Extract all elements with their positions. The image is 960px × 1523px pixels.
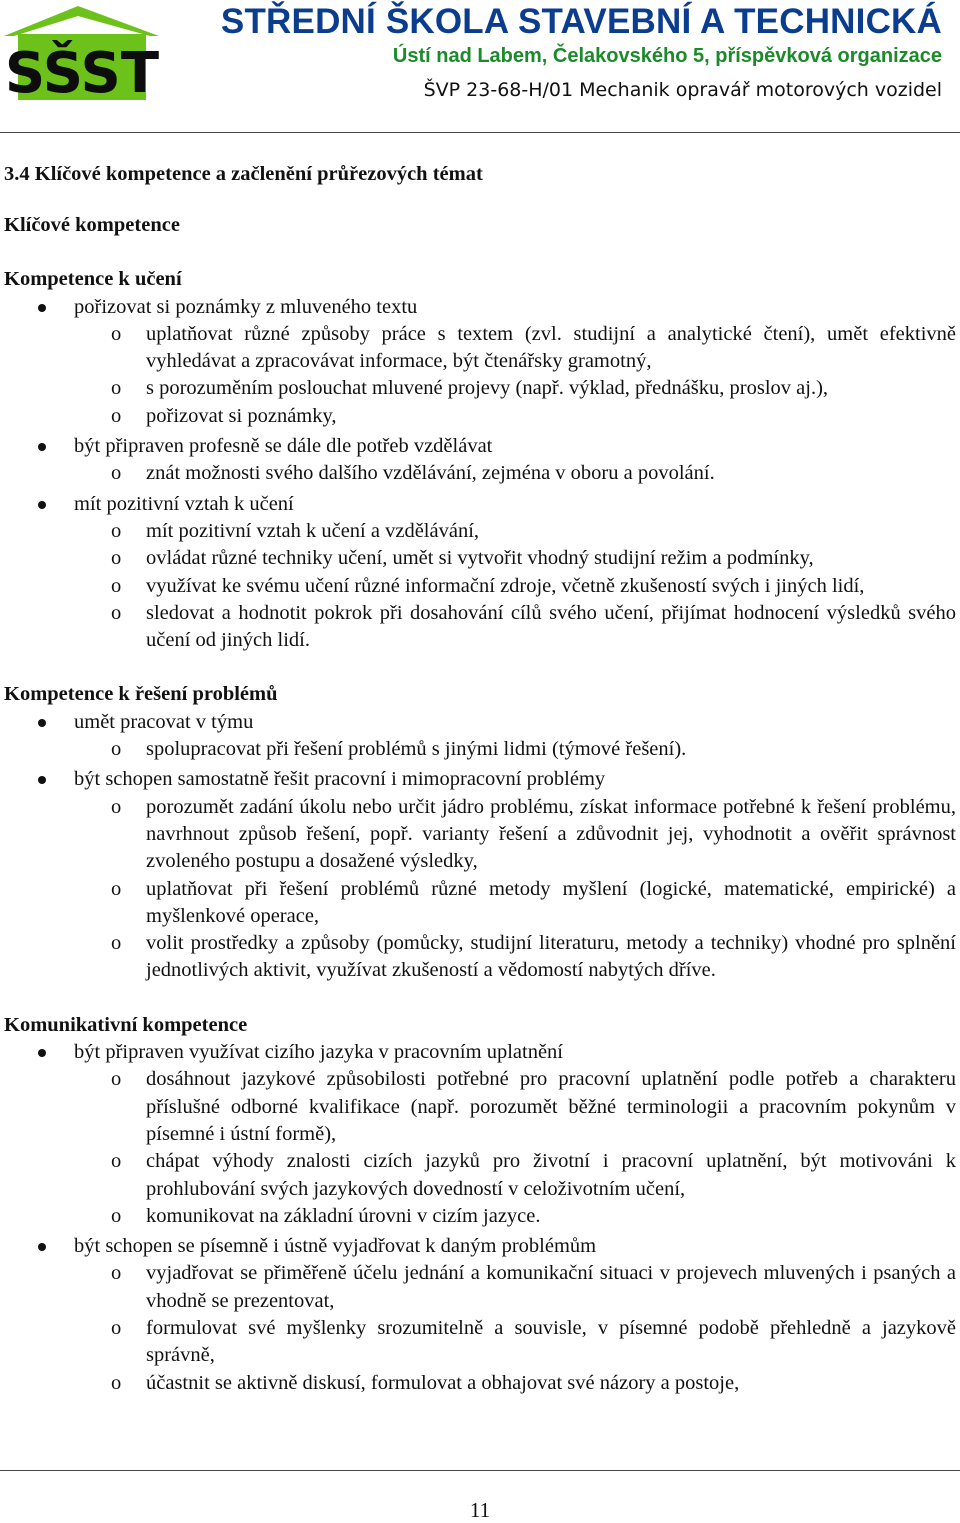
sub-item-text: uplatňovat při řešení problémů různé metody myšlení (logické, matematické, empirické) a myšlenkové operace, [146,877,956,927]
sub-item-text: vyjadřovat se přiměřeně účelu jednání a komunikační situaci v projevech mluvených i psaných a vhodně se prezentovat, [146,1262,956,1312]
sub-item [4,876,956,931]
sub-item [4,403,956,430]
sub-item-text: spolupracovat při řešení problémů s jinými lidmi (týmové řešení). [146,738,687,761]
school-logo [4,4,159,102]
sub-item [4,518,956,545]
school-name: STŘEDNÍ ŠKOLA STAVEBNÍ A TECHNICKÁ [220,2,942,41]
sub-item [4,1203,956,1230]
sub-item-text: znát možnosti svého dalšího vzdělávání, zejména v oboru a povolání. [146,462,715,485]
sub-item [4,321,956,376]
bullet-item: být schopen se písemně i ústně vyjadřovat k daným problémům [4,1233,956,1260]
bullet-item: být připraven profesně se dále dle potřeb vzdělávat [4,433,956,460]
bullet-item: mít pozitivní vztah k učení [4,491,956,518]
sub-item [4,794,956,876]
bullet-item: být schopen samostatně řešit pracovní i mimopracovní problémy [4,766,956,793]
sub-bullet-marker: o [111,1204,122,1227]
sub-item-text: komunikovat na základní úrovni v cizím jazyce. [146,1204,541,1227]
sub-item-text: chápat výhody znalosti cizích jazyků pro životní i pracovní uplatnění, být motivováni k prohlubování svých jazykových dovedností v celoživotním učení, [146,1150,956,1200]
sub-item-text: pořizovat si poznámky, [146,404,337,427]
sub-item [4,1066,956,1148]
sub-bullet-marker: o [111,738,122,761]
section-title: 3.4 Klíčové kompetence a začlenění průřezových témat [4,163,483,185]
sub-bullet-marker: o [111,1262,122,1285]
sub-item-text: dosáhnout jazykové způsobilosti potřebné pro pracovní uplatnění podle potřeb a charakteru příslušné odborné kvalifikace (např. porozumět běžné terminologii a pracovním pokynům v písemné i ústní formě), [146,1068,956,1145]
sub-item [4,460,956,487]
competence-group [4,681,956,984]
sub-item-text: účastnit se aktivně diskusí, formulovat a obhajovat své názory a postoje, [146,1371,740,1394]
sub-bullet-marker: o [111,547,122,570]
subtitle: Klíčové kompetence [4,214,180,236]
sub-item [4,573,956,600]
sub-bullet-marker: o [111,601,122,624]
school-address: Ústí nad Labem, Čelakovského 5, příspěvková organizace [392,45,942,67]
bullet-item: pořizovat si poznámky z mluveného textu [4,294,956,321]
competence-group [4,266,956,654]
school-header [221,2,942,108]
sub-bullet-marker: o [111,322,122,345]
sub-item-text: mít pozitivní vztah k učení a vzdělávání, [146,519,480,542]
school-logo-graphic [4,4,159,102]
sub-bullet-marker: o [111,1068,122,1091]
page-number: 11 [469,1498,491,1522]
sub-item-text: ovládat různé techniky učení, umět si vytvořit vhodný studijní režim a podmínky, [146,547,814,570]
sub-bullet-marker: o [111,574,122,597]
document-body [4,158,956,1424]
footer-divider [0,1470,960,1471]
sub-bullet-marker: o [111,1371,122,1394]
sub-item [4,930,956,985]
sub-bullet-marker: o [111,932,122,955]
sub-bullet-marker: o [111,795,122,818]
competence-group [4,1012,956,1397]
sub-bullet-marker: o [111,404,122,427]
sub-item-text: formulovat své myšlenky srozumitelně a souvisle, v písemné podobě přehledně a jazykově správně, [146,1316,956,1367]
sub-item-text: volit prostředky a způsoby (pomůcky, studijní literaturu, metody a techniky) vhodné pro splnění jednotlivých aktivit, využívat zkušeností a vědomostí nabytých dříve. [146,932,956,982]
sub-item-text: sledovat a hodnotit pokrok při dosahování cílů svého učení, přijímat hodnocení výsledků svého učení od jiných lidí. [146,601,956,652]
sub-item-text: s porozuměním poslouchat mluvené projevy (např. výklad, přednášku, proslov aj.), [146,377,829,400]
sub-item [4,1315,956,1370]
bullet-item: být připraven využívat cizího jazyka v pracovním uplatnění [4,1039,956,1066]
logo-lettering: SŠST [4,41,159,102]
sub-item-text: uplatňovat různé způsoby práce s textem (zvl. studijní a analytické čtení), umět efektivně vyhledávat a zpracovávat informace, být čtenářsky gramotný, [146,322,956,373]
header-divider [0,132,960,133]
competence-groups [4,266,956,1397]
sub-item [4,600,956,655]
sub-bullet-marker: o [111,377,122,400]
group-heading: Komunikativní kompetence [4,1013,248,1036]
sub-bullet-marker: o [111,519,122,542]
sub-item [4,1148,956,1203]
sub-item-text: porozumět zadání úkolu nebo určit jádro problému, získat informace potřebné k řešení problému, navrhnout způsob řešení, popř. varianty řešení a zdůvodnit jej, vyhodnotit a ověřit správnost zvoleného postupu a dosažené výsledky, [146,795,956,873]
sub-item [4,375,956,402]
group-heading: Kompetence k učení [4,268,182,291]
sub-bullet-marker: o [111,877,122,900]
sub-bullet-marker: o [111,462,122,485]
program-code: ŠVP 23-68-H/01 Mechanik opravář motorových vozidel [423,79,942,101]
sub-bullet-marker: o [111,1150,122,1173]
bullet-item: umět pracovat v týmu [4,709,956,736]
sub-item [4,1260,956,1315]
sub-item-text: využívat ke svému učení různé informační zdroje, včetně zkušeností svých i jiných lidí, [146,574,865,597]
sub-item [4,736,956,763]
sub-item [4,1370,956,1397]
group-heading: Kompetence k řešení problémů [4,683,278,706]
sub-item [4,545,956,572]
sub-bullet-marker: o [111,1316,122,1339]
